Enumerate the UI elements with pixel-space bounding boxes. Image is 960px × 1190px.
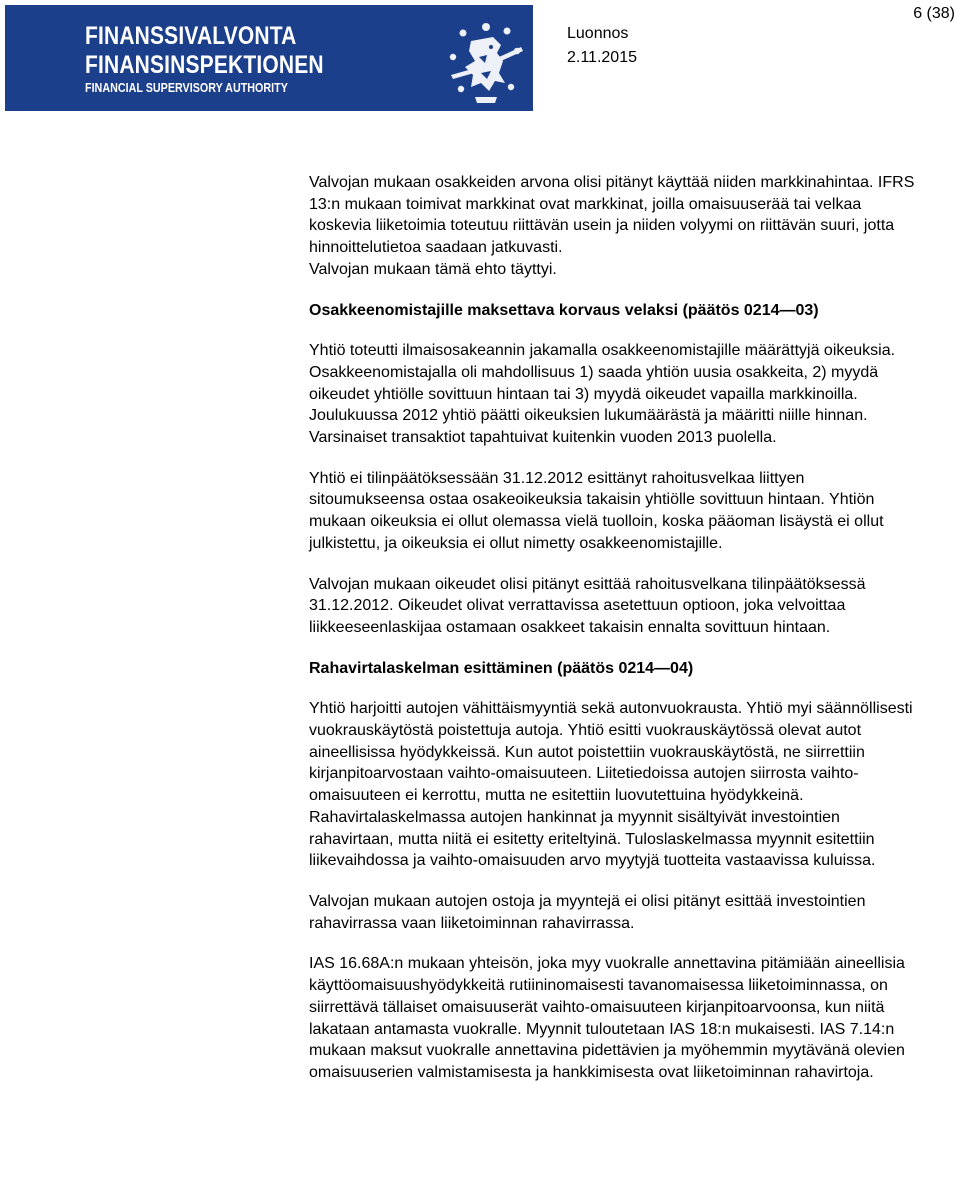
paragraph: Yhtiö ei tilinpäätöksessään 31.12.2012 esittänyt rahoitusvelkaa liittyen sitoumukseensa ostaa osakeoikeuksia takaisin yhtiölle sovittuun hintaan. Yhtiön mukaan oikeuksia ei ollut olemassa vielä tuolloin, koska pääoman lisäystä ei ollut julkistettu, ja oikeuksia ei ollut nimetty osakkeenomistajille. <box>309 469 884 552</box>
paragraph: Valvojan mukaan osakkeiden arvona olisi pitänyt käyttää niiden markkinahintaa. IFRS 13:n mukaan toimivat markkinat ovat markkinat, joilla omaisuuserää tai velkaa koskevia liiketoimia toteutuu riittävän usein ja niiden volyymi on riittävän suuri, jotta hinnoittelutietoa saadaan jatkuvasti. <box>309 174 915 257</box>
document-date: 2.11.2015 <box>567 49 637 66</box>
paragraph: Valvojan mukaan autojen ostoja ja myyntejä ei olisi pitänyt esittää investointien rahavirrassa vaan liiketoiminnan rahavirrassa. <box>309 892 866 932</box>
section-heading: Rahavirtalaskelman esittäminen (päätös 0214—04) <box>309 659 694 677</box>
document-meta <box>567 22 637 70</box>
paragraph: Yhtiö toteutti ilmaisosakeannin jakamalla osakkeenomistajille määrättyjä oikeuksia. Osakkeenomistajalla oli mahdollisuus 1) saada yhtiön uusia osakkeita, 2) myydä oikeudet yhtiölle sovittuun hintaan tai 3) myydä oikeudet vapailla markkinoilla. Joulukuussa 2012 yhtiö päätti oikeuksien lukumäärästä ja määritti niille hinnan. Varsinaiset transaktiot tapahtuivat kuitenkin vuoden 2013 puolella. <box>309 342 896 447</box>
logo-line-english: FINANCIAL SUPERVISORY AUTHORITY <box>85 81 288 95</box>
section-heading: Osakkeenomistajille maksettava korvaus velaksi (päätös 0214—03) <box>309 301 819 319</box>
paragraph: Valvojan mukaan tämä ehto täyttyi. <box>309 260 557 278</box>
logo-banner <box>5 5 533 111</box>
paragraph: IAS 16.68A:n mukaan yhteisön, joka myy vuokralle annettavina pitämiään aineellisia käyttöomaisuushyödykkeitä rutiininomaisesti tavanomaisessa liiketoiminnassa, on siirrettävä tällaiset omaisuuserät vaihto-omaisuuteen kirjanpitoarvoonsa, kun niitä lakataan antamasta vuokralle. Myynnit tuloutetaan IAS 18:n mukaisesti. IAS 7.14:n mukaan maksut vuokralle annettavina pidettävien ja myöhemmin myytävänä olevien omaisuuserien valmistamisesta ja hankkimisesta ovat liiketoiminnan rahavirtoja. <box>309 955 905 1081</box>
logo-line-swedish: FINANSINSPEKTIONEN <box>85 51 324 79</box>
paragraph: Yhtiö harjoitti autojen vähittäismyyntiä sekä autonvuokrausta. Yhtiö myi säännöllisesti vuokrauskäytöstä poistettuja autoja. Yhtiö esitti vuokrauskäytössä olevat autot aineellisissa hyödykkeissä. Kun autot poistettiin vuokrauskäytöstä, ne siirrettiin kirjanpitoarvostaan vaihto-omaisuuteen. Liitetiedoissa autojen siirrosta vaihto-omaisuuteen ei kerrottu, mutta ne esitettiin luovutettuina hyödykkeinä. Rahavirtalaskelmassa autojen hankinnat ja myynnit sisältyivät investointien rahavirtaan, mutta niitä ei esitetty eriteltyinä. Tuloslaskelmassa myynnit esitettiin liikevaihdossa ja vaihto-omaisuuden arvo myytyjä tuotteita vastaavissa kuluissa. <box>309 700 913 870</box>
page-number: 6 (38) <box>913 5 955 22</box>
document-body <box>309 172 921 1103</box>
logo-line-finnish: FINANSSIVALVONTA <box>85 22 297 50</box>
paragraph: Valvojan mukaan oikeudet olisi pitänyt esittää rahoitusvelkana tilinpäätöksessä 31.12.2012. Oikeudet olivat verrattavissa asetettuun optioon, joka velvoittaa liikkeeseenlaskijaa ostamaan osakkeet takaisin ennalta sovittuun hintaan. <box>309 575 866 636</box>
lion-emblem-icon <box>441 17 531 109</box>
document-status: Luonnos <box>567 25 629 42</box>
logo-wordmark <box>85 24 369 95</box>
